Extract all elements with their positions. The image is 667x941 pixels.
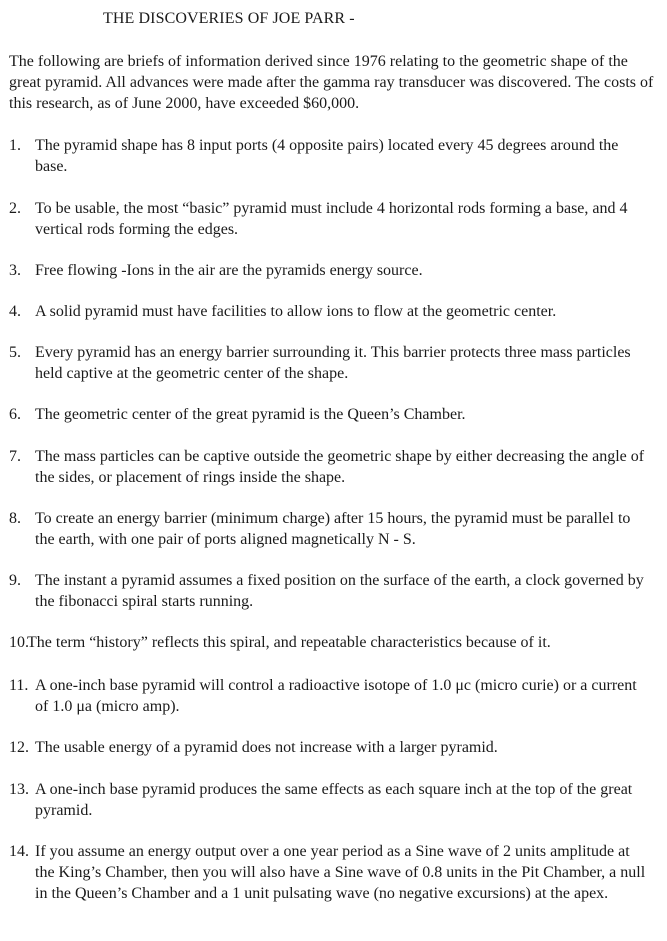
item-number: 5.: [9, 344, 21, 361]
item-text: The term “history” reflects this spiral, and repeatable characteristics because of it.: [27, 634, 551, 651]
list-item: [0, 198, 660, 240]
item-text: The geometric center of the great pyramid is the Queen’s Chamber.: [35, 406, 466, 423]
item-number: 7.: [9, 448, 21, 465]
list-item: [0, 841, 660, 904]
list-item: [0, 342, 660, 384]
item-number: 11.: [9, 677, 29, 694]
document-title: THE DISCOVERIES OF JOE PARR -: [103, 10, 355, 27]
item-number: 6.: [9, 406, 21, 423]
list-item: [0, 404, 660, 425]
list-item: [0, 135, 660, 177]
item-number: 8.: [9, 510, 21, 527]
list-item: [0, 570, 660, 612]
list-item: [0, 260, 660, 281]
item-text: A one-inch base pyramid will control a radioactive isotope of 1.0 μc (micro curie) or a current of 1.0 μa (micro amp).: [35, 677, 637, 715]
item-number: 12.: [9, 739, 29, 756]
intro-paragraph: The following are briefs of information derived since 1976 relating to the geometric shape of the great pyramid. All advances were made after the gamma ray transducer was discovered. The costs of this research, as of June 2000, have exceeded $60,000.: [9, 53, 654, 112]
item-text: The mass particles can be captive outside the geometric shape by either decreasing the angle of the sides, or placement of rings inside the shape.: [35, 448, 645, 486]
item-number: 2.: [9, 200, 21, 217]
list-item: [0, 508, 660, 550]
item-text: Every pyramid has an energy barrier surrounding it. This barrier protects three mass particles held captive at the geometric center of the shape.: [35, 344, 631, 382]
item-text: A one-inch base pyramid produces the same effects as each square inch at the top of the great pyramid.: [35, 781, 633, 819]
item-number: 1.: [9, 137, 21, 154]
item-number: 4.: [9, 303, 21, 320]
item-text: To be usable, the most “basic” pyramid must include 4 horizontal rods forming a base, and 4 vertical rods forming the edges.: [35, 200, 628, 238]
item-number: 3.: [9, 262, 21, 279]
item-text: A solid pyramid must have facilities to allow ions to flow at the geometric center.: [35, 303, 557, 320]
list-item: [0, 779, 660, 821]
list-item: [0, 675, 660, 717]
item-text: If you assume an energy output over a one year period as a Sine wave of 2 units amplitude at the King’s Chamber, then you will also have a Sine wave of 0.8 units in the Pit Chamber, a null in the Queen’s Chamber and a 1 unit pulsating wave (no negative excursions) at the apex.: [35, 843, 646, 902]
list-item: [0, 632, 660, 653]
item-number: 10.: [9, 634, 29, 651]
item-number: 13.: [9, 781, 29, 798]
item-text: The usable energy of a pyramid does not increase with a larger pyramid.: [35, 739, 498, 756]
list-item: [0, 301, 660, 322]
item-text: The pyramid shape has 8 input ports (4 opposite pairs) located every 45 degrees around the base.: [35, 137, 619, 175]
list-item: [0, 737, 660, 758]
list-item: [0, 446, 660, 488]
item-number: 9.: [9, 572, 21, 589]
item-number: 14.: [9, 843, 29, 860]
item-text: To create an energy barrier (minimum charge) after 15 hours, the pyramid must be parallel to the earth, with one pair of ports aligned magnetically N - S.: [35, 510, 631, 548]
item-text: The instant a pyramid assumes a fixed position on the surface of the earth, a clock governed by the fibonacci spiral starts running.: [35, 572, 644, 610]
item-text: Free flowing -Ions in the air are the pyramids energy source.: [35, 262, 423, 279]
